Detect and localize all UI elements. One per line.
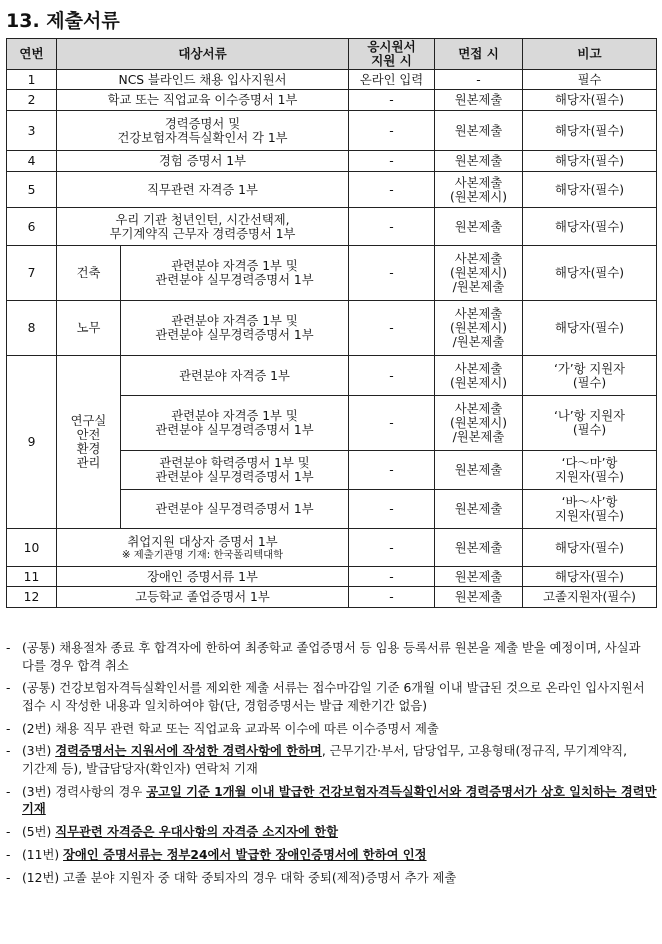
row-no: 8 (7, 301, 57, 356)
header-doc: 대상서류 (57, 39, 349, 70)
row-apply: - (349, 451, 435, 490)
row-doc-line2: 관련분야 실무경력증명서 1부 (155, 470, 314, 484)
note-prefix: (5번) (22, 824, 56, 839)
row-field-line3: 환경 (76, 442, 101, 456)
row-note-line1: ‘바～사’항 (561, 495, 618, 509)
row-doc: 고등학교 졸업증명서 1부 (57, 587, 349, 608)
row-apply: - (349, 587, 435, 608)
row-apply: 온라인 입력 (349, 70, 435, 90)
header-note: 비고 (523, 39, 657, 70)
note-text (22, 824, 658, 842)
row-interview: 원본제출 (435, 451, 523, 490)
row-interview (435, 246, 523, 301)
row-note-line1: ‘나’항 지원자 (553, 409, 626, 423)
note-item (6, 640, 658, 675)
row-interview: 원본제출 (435, 208, 523, 246)
note-bullet: - (6, 870, 11, 885)
row-interview-line2: (원본제시) (449, 321, 508, 335)
table-row (7, 301, 657, 356)
table-row (7, 567, 657, 587)
header-no: 연번 (7, 39, 57, 70)
row-note: 필수 (523, 70, 657, 90)
row-note (523, 396, 657, 451)
row-note: 해당자(필수) (523, 529, 657, 567)
row-interview-line1: 사본제출 (454, 175, 503, 190)
row-interview-line1: 사본제출 (454, 402, 503, 416)
row-doc: 학교 또는 직업교육 이수증명서 1부 (57, 90, 349, 111)
row-apply: - (349, 246, 435, 301)
row-field: 노무 (57, 301, 121, 356)
note-item (6, 784, 658, 819)
row-doc (121, 451, 349, 490)
note-text (22, 847, 658, 865)
row-field: 건축 (57, 246, 121, 301)
submission-documents-table (6, 38, 657, 608)
row-interview: 원본제출 (435, 587, 523, 608)
row-note: 해당자(필수) (523, 90, 657, 111)
row-note: 해당자(필수) (523, 246, 657, 301)
table-row (7, 111, 657, 151)
note-suffix: , 근무기간·부서, 담당업무, 고용형태(정규직, 무기계약직, 기간제 등), 발급담당자(확인자) 연락처 기재 (22, 744, 628, 776)
row-apply: - (349, 151, 435, 172)
row-interview: - (435, 70, 523, 90)
row-field-line4: 관리 (76, 456, 101, 470)
row-note: 해당자(필수) (523, 301, 657, 356)
row-note-line2: (필수) (572, 375, 607, 390)
note-text (22, 784, 658, 819)
row-doc: 경험 증명서 1부 (57, 151, 349, 172)
table-row (7, 90, 657, 111)
row-no: 3 (7, 111, 57, 151)
row-apply: - (349, 111, 435, 151)
row-doc (57, 529, 349, 567)
note-prefix: (3번) 경력사항의 경우 (22, 784, 147, 799)
row-interview-line1: 사본제출 (454, 252, 503, 266)
note-bullet: - (6, 784, 11, 799)
note-bullet: - (6, 681, 11, 696)
note-item (6, 721, 658, 739)
row-field-line1: 연구실 (70, 414, 107, 428)
row-apply: - (349, 90, 435, 111)
row-doc: 직무관련 자격증 1부 (57, 172, 349, 208)
row-doc: 관련분야 자격증 1부 (121, 356, 349, 396)
row-doc: 관련분야 실무경력증명서 1부 (121, 490, 349, 529)
row-note-line1: ‘가’항 지원자 (553, 361, 626, 376)
row-doc (57, 208, 349, 246)
row-no: 11 (7, 567, 57, 587)
row-note (523, 490, 657, 529)
table-row (7, 587, 657, 608)
notes-list (6, 640, 658, 892)
header-apply-line2: 지원 시 (371, 53, 412, 68)
row-no: 1 (7, 70, 57, 90)
row-interview: 원본제출 (435, 529, 523, 567)
row-doc: 장애인 증명서류 1부 (57, 567, 349, 587)
row-doc-line1: 관련분야 학력증명서 1부 및 (159, 456, 310, 470)
row-apply: - (349, 490, 435, 529)
row-doc (121, 301, 349, 356)
row-interview-line3: /원본제출 (452, 335, 505, 349)
row-no: 2 (7, 90, 57, 111)
row-field (57, 356, 121, 529)
note-item (6, 847, 658, 865)
row-no: 10 (7, 529, 57, 567)
note-highlight: 경력증명서는 지원서에 작성한 경력사항에 한하며 (55, 744, 322, 759)
row-note: 해당자(필수) (523, 151, 657, 172)
row-apply: - (349, 301, 435, 356)
row-doc-line2: 무기계약직 근무자 경력증명서 1부 (109, 226, 296, 241)
table-row (7, 151, 657, 172)
row-apply: - (349, 396, 435, 451)
note-bullet: - (6, 744, 11, 759)
row-no: 12 (7, 587, 57, 608)
note-item (6, 824, 658, 842)
row-interview-line3: /원본제출 (452, 430, 505, 444)
table-row (7, 246, 657, 301)
row-doc-line2: 건강보험자격득실확인서 각 1부 (117, 130, 288, 145)
row-note: 해당자(필수) (523, 567, 657, 587)
header-interview: 면접 시 (435, 39, 523, 70)
row-interview-line1: 사본제출 (454, 307, 503, 321)
row-note: 해당자(필수) (523, 208, 657, 246)
note-prefix: (11번) (22, 847, 64, 862)
note-text: (공통) 채용절차 종료 후 합격자에 한하여 최종학교 졸업증명서 등 임용 등록서류 원본을 제출 받을 예정이며, 사실과 다를 경우 합격 취소 (22, 641, 641, 673)
row-interview (435, 356, 523, 396)
row-interview-line2: (원본제시) (449, 266, 508, 280)
note-bullet: - (6, 641, 11, 655)
row-doc-line1: 관련분야 자격증 1부 및 (171, 314, 298, 328)
note-bullet: - (6, 824, 11, 839)
note-text: (12번) 고졸 분야 지원자 중 대학 중퇴자의 경우 대학 중퇴(제적)증명서 추가 제출 (22, 870, 457, 885)
row-doc: NCS 블라인드 채용 입사지원서 (57, 70, 349, 90)
header-apply (349, 39, 435, 70)
row-no: 9 (7, 356, 57, 529)
table-row (7, 529, 657, 567)
note-item (6, 870, 658, 888)
row-doc-remark: ※ 제출기관명 기재: 한국폴리텍대학 (121, 548, 284, 561)
note-bullet: - (6, 721, 11, 736)
row-apply: - (349, 172, 435, 208)
row-apply: - (349, 208, 435, 246)
row-interview: 원본제출 (435, 567, 523, 587)
row-doc-line1: 관련분야 자격증 1부 및 (171, 409, 298, 423)
note-highlight: 장애인 증명서류는 정부24에서 발급한 장애인증명서에 한하여 인정 (63, 847, 427, 862)
row-note-line2: 지원자(필수) (555, 470, 624, 484)
row-interview (435, 172, 523, 208)
row-interview: 원본제출 (435, 111, 523, 151)
row-field-line2: 안전 (76, 428, 101, 442)
row-interview (435, 396, 523, 451)
header-apply-line1: 응시원서 (367, 39, 416, 54)
row-doc-line1: 취업지원 대상자 증명서 1부 (127, 534, 278, 549)
row-interview-line3: /원본제출 (452, 280, 505, 294)
row-doc-line1: 우리 기관 청년인턴, 시간선택제, (115, 212, 290, 227)
section-title: 13. 제출서류 (6, 10, 120, 32)
row-doc-line1: 경력증명서 및 (164, 116, 241, 131)
row-note: 해당자(필수) (523, 172, 657, 208)
row-doc (121, 246, 349, 301)
row-interview (435, 301, 523, 356)
row-note: 해당자(필수) (523, 111, 657, 151)
row-interview: 원본제출 (435, 90, 523, 111)
note-prefix: (3번) (22, 744, 56, 759)
row-apply: - (349, 356, 435, 396)
row-no: 4 (7, 151, 57, 172)
row-doc-line2: 관련분야 실무경력증명서 1부 (155, 328, 314, 342)
row-doc (57, 111, 349, 151)
note-bullet: - (6, 847, 11, 862)
note-item (6, 680, 658, 715)
row-interview: 원본제출 (435, 490, 523, 529)
row-interview-line2: (원본제시) (449, 189, 508, 204)
note-highlight: 직무관련 자격증은 우대사항의 자격증 소지자에 한함 (55, 824, 338, 839)
row-note: 고졸지원자(필수) (523, 587, 657, 608)
note-text (22, 743, 658, 778)
row-doc-line2: 관련분야 실무경력증명서 1부 (155, 273, 314, 287)
row-apply: - (349, 529, 435, 567)
table-row (7, 356, 657, 396)
table-header-row (7, 39, 657, 70)
row-note-line2: 지원자(필수) (555, 509, 624, 523)
row-note-line1: ‘다～마’항 (561, 456, 618, 470)
note-item (6, 743, 658, 778)
row-doc (121, 396, 349, 451)
row-interview-line2: (원본제시) (449, 416, 508, 430)
note-text: (2번) 채용 직무 관련 학교 또는 직업교육 교과목 이수에 따른 이수증명서 제출 (22, 721, 439, 736)
row-apply: - (349, 567, 435, 587)
note-highlight: 공고일 기준 1개월 이내 발급한 건강보험자격득실확인서와 경력증명서가 상호 일치하는 경력만 기재 (22, 784, 657, 817)
table-row (7, 70, 657, 90)
table-row (7, 172, 657, 208)
row-note (523, 451, 657, 490)
row-interview: 원본제출 (435, 151, 523, 172)
row-note (523, 356, 657, 396)
row-no: 5 (7, 172, 57, 208)
table-row (7, 208, 657, 246)
row-doc-line1: 관련분야 자격증 1부 및 (171, 259, 298, 273)
row-no: 7 (7, 246, 57, 301)
row-interview-line2: (원본제시) (449, 375, 508, 390)
row-no: 6 (7, 208, 57, 246)
row-interview-line1: 사본제출 (454, 361, 503, 376)
note-text: (공통) 건강보험자격득실확인서를 제외한 제출 서류는 접수마감일 기준 6개월 이내 발급된 것으로 온라인 입사지원서 접수 시 작성한 내용과 일치하여야 함(단, 경험증명서는 발급 제한기간 없음) (22, 681, 645, 713)
row-doc-line2: 관련분야 실무경력증명서 1부 (155, 423, 314, 437)
row-note-line2: (필수) (572, 423, 607, 437)
